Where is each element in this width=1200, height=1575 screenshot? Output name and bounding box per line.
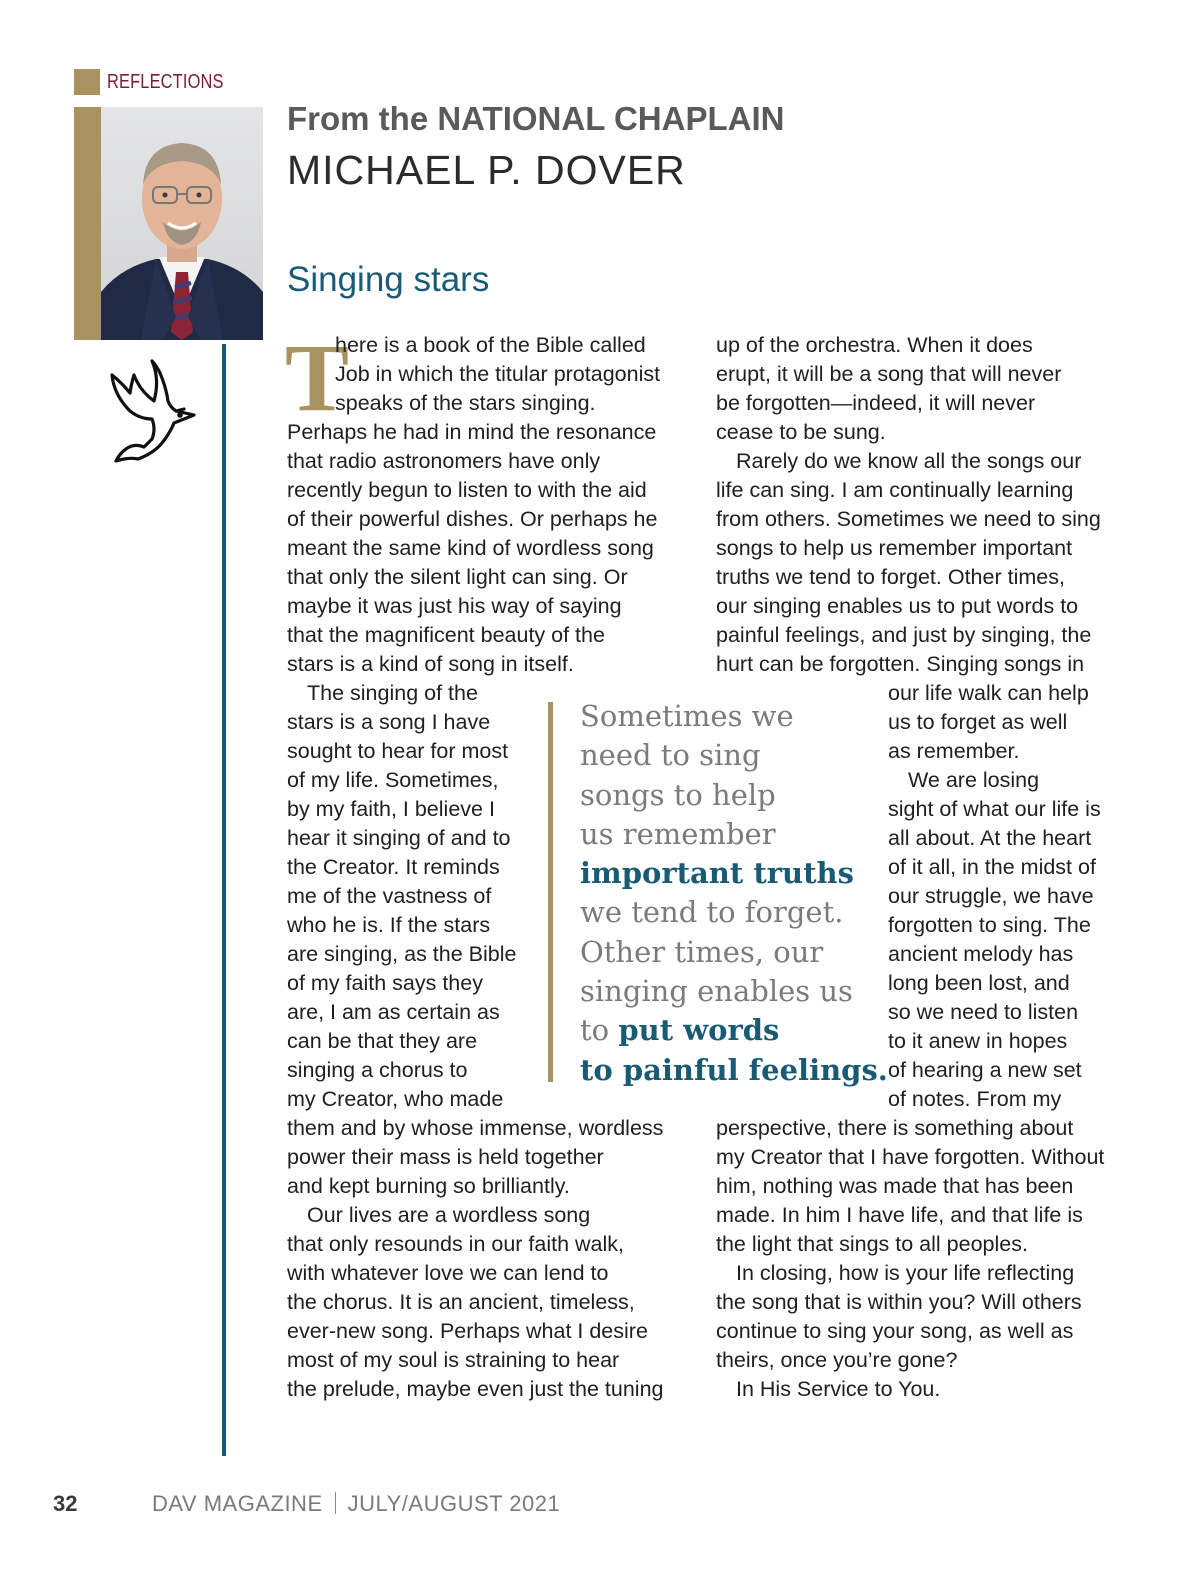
body-line: him, nothing was made that has been: [716, 1174, 1074, 1198]
section-label: REFLECTIONS: [107, 71, 224, 93]
body-line: from others. Sometimes we need to sing: [716, 507, 1101, 531]
publication-name: DAV MAGAZINE: [152, 1491, 323, 1516]
body-line: continue to sing your song, as well as: [716, 1319, 1074, 1343]
body-line: perspective, there is something about: [716, 1116, 1074, 1140]
body-line: ever-new song. Perhaps what I desire: [287, 1319, 648, 1343]
body-line: them and by whose immense, wordless: [287, 1116, 664, 1140]
body-line: of notes. From my: [888, 1087, 1062, 1111]
body-line: songs to help us remember important: [716, 536, 1073, 560]
drop-cap: T: [285, 324, 350, 431]
body-line: that only the silent light can sing. Or: [287, 565, 628, 589]
pullquote: [580, 697, 888, 1090]
body-line: speaks of the stars singing.: [335, 391, 596, 415]
page-number: 32: [53, 1491, 78, 1516]
pullquote-line: Sometimes we: [580, 699, 794, 733]
body-line: sight of what our life is: [888, 797, 1101, 821]
body-line: forgotten to sing. The: [888, 913, 1091, 937]
body-line: painful feelings, and just by singing, the: [716, 623, 1092, 647]
body-line: of my life. Sometimes,: [287, 768, 499, 792]
body-line: made. In him I have life, and that life is: [716, 1203, 1083, 1227]
pullquote-emphasis: important truths: [580, 856, 854, 891]
header-label-prefix: From the: [287, 100, 438, 137]
body-line: stars is a kind of song in itself.: [287, 652, 574, 676]
pullquote-line: singing enables us: [580, 974, 853, 1009]
body-line: up of the orchestra. When it does: [716, 333, 1033, 357]
pullquote-line: [580, 1011, 880, 1050]
body-line: power their mass is held together: [287, 1145, 604, 1169]
body-line: truths we tend to forget. Other times,: [716, 565, 1065, 589]
body-line: me of the vastness of: [287, 884, 492, 908]
body-line: us to forget as well: [888, 710, 1068, 734]
pullquote-line: need to sing: [580, 738, 761, 773]
body-line: hear it singing of and to: [287, 826, 511, 850]
vertical-rule: [222, 344, 226, 1456]
pullquote-prefix: to: [580, 1013, 619, 1048]
body-line: The singing of the: [307, 681, 478, 705]
body-line: the prelude, maybe even just the tuning: [287, 1377, 664, 1401]
body-line: our singing enables us to put words to: [716, 594, 1079, 618]
body-line: as remember.: [888, 739, 1020, 763]
pullquote-line: we tend to forget.: [580, 895, 844, 930]
body-line: the chorus. It is an ancient, timeless,: [287, 1290, 635, 1314]
body-line: can be that they are: [287, 1029, 478, 1053]
body-line: erupt, it will be a song that will never: [716, 362, 1062, 386]
body-line: life can sing. I am continually learning: [716, 478, 1074, 502]
body-line: the Creator. It reminds: [287, 855, 500, 879]
body-line: our life walk can help: [888, 681, 1089, 705]
article-title: Singing stars: [287, 260, 490, 299]
footer-publication: [152, 1491, 560, 1517]
body-line: In His Service to You.: [736, 1377, 941, 1401]
pullquote-emphasis: put words: [618, 1013, 780, 1048]
header-label-caps: NATIONAL CHAPLAIN: [437, 100, 785, 137]
issue-date: JULY/AUGUST 2021: [347, 1491, 561, 1516]
body-line: of hearing a new set: [888, 1058, 1082, 1082]
pullquote-accent-bar: [548, 702, 553, 1082]
body-line: the light that sings to all peoples.: [716, 1232, 1028, 1256]
author-portrait: [101, 107, 263, 340]
body-line: cease to be sung.: [716, 420, 886, 444]
author-name: MICHAEL P. DOVER: [287, 147, 686, 193]
body-line: theirs, once you’re gone?: [716, 1348, 958, 1372]
body-line: by my faith, I believe I: [287, 797, 495, 821]
body-line: Our lives are a wordless song: [307, 1203, 591, 1227]
body-line: long been lost, and: [888, 971, 1070, 995]
body-line: all about. At the heart: [888, 826, 1092, 850]
body-line: who he is. If the stars: [287, 913, 491, 937]
pullquote-line: us remember: [580, 816, 776, 851]
section-marker: [74, 69, 100, 95]
body-line: our struggle, we have: [888, 884, 1094, 908]
body-line: and kept burning so brilliantly.: [287, 1174, 570, 1198]
pullquote-line: Other times, our: [580, 934, 824, 969]
body-line: Rarely do we know all the songs our: [736, 449, 1082, 473]
body-line: recently begun to listen to with the aid: [287, 478, 647, 502]
body-line: here is a book of the Bible called: [335, 333, 646, 357]
body-line: my Creator, who made: [287, 1087, 504, 1111]
body-line: maybe it was just his way of saying: [287, 594, 622, 618]
body-line: of my faith says they: [287, 971, 483, 995]
body-line: meant the same kind of wordless song: [287, 536, 654, 560]
body-line: sought to hear for most: [287, 739, 509, 763]
body-line: my Creator that I have forgotten. Without: [716, 1145, 1105, 1169]
body-line: the song that is within you? Will others: [716, 1290, 1082, 1314]
body-line: Job in which the titular protagonist: [335, 362, 661, 386]
dove-icon: [104, 357, 202, 467]
body-line: with whatever love we can lend to: [287, 1261, 609, 1285]
body-line: stars is a song I have: [287, 710, 491, 734]
body-line: most of my soul is straining to hear: [287, 1348, 620, 1372]
header-label: [287, 100, 784, 138]
body-line: singing a chorus to: [287, 1058, 468, 1082]
body-line: hurt can be forgotten. Singing songs in: [716, 652, 1085, 676]
body-line: so we need to listen: [888, 1000, 1079, 1024]
body-line: be forgotten—indeed, it will never: [716, 391, 1036, 415]
body-line: Perhaps he had in mind the resonance: [287, 420, 657, 444]
portrait-accent-bar: [74, 107, 101, 340]
pullquote-line: songs to help: [580, 777, 776, 812]
body-line: are singing, as the Bible: [287, 942, 517, 966]
body-line: that radio astronomers have only: [287, 449, 601, 473]
body-line: that only resounds in our faith walk,: [287, 1232, 625, 1256]
body-line: In closing, how is your life reflecting: [736, 1261, 1075, 1285]
body-line: We are losing: [908, 768, 1040, 792]
body-line: of it all, in the midst of: [888, 855, 1096, 879]
body-line: are, I am as certain as: [287, 1000, 500, 1024]
pullquote-emphasis: to painful feelings.: [580, 1052, 888, 1087]
body-line: of their powerful dishes. Or perhaps he: [287, 507, 658, 531]
body-line: ancient melody has: [888, 942, 1074, 966]
body-line: that the magnificent beauty of the: [287, 623, 605, 647]
footer-separator: [335, 1492, 336, 1514]
body-line: to it anew in hopes: [888, 1029, 1068, 1053]
